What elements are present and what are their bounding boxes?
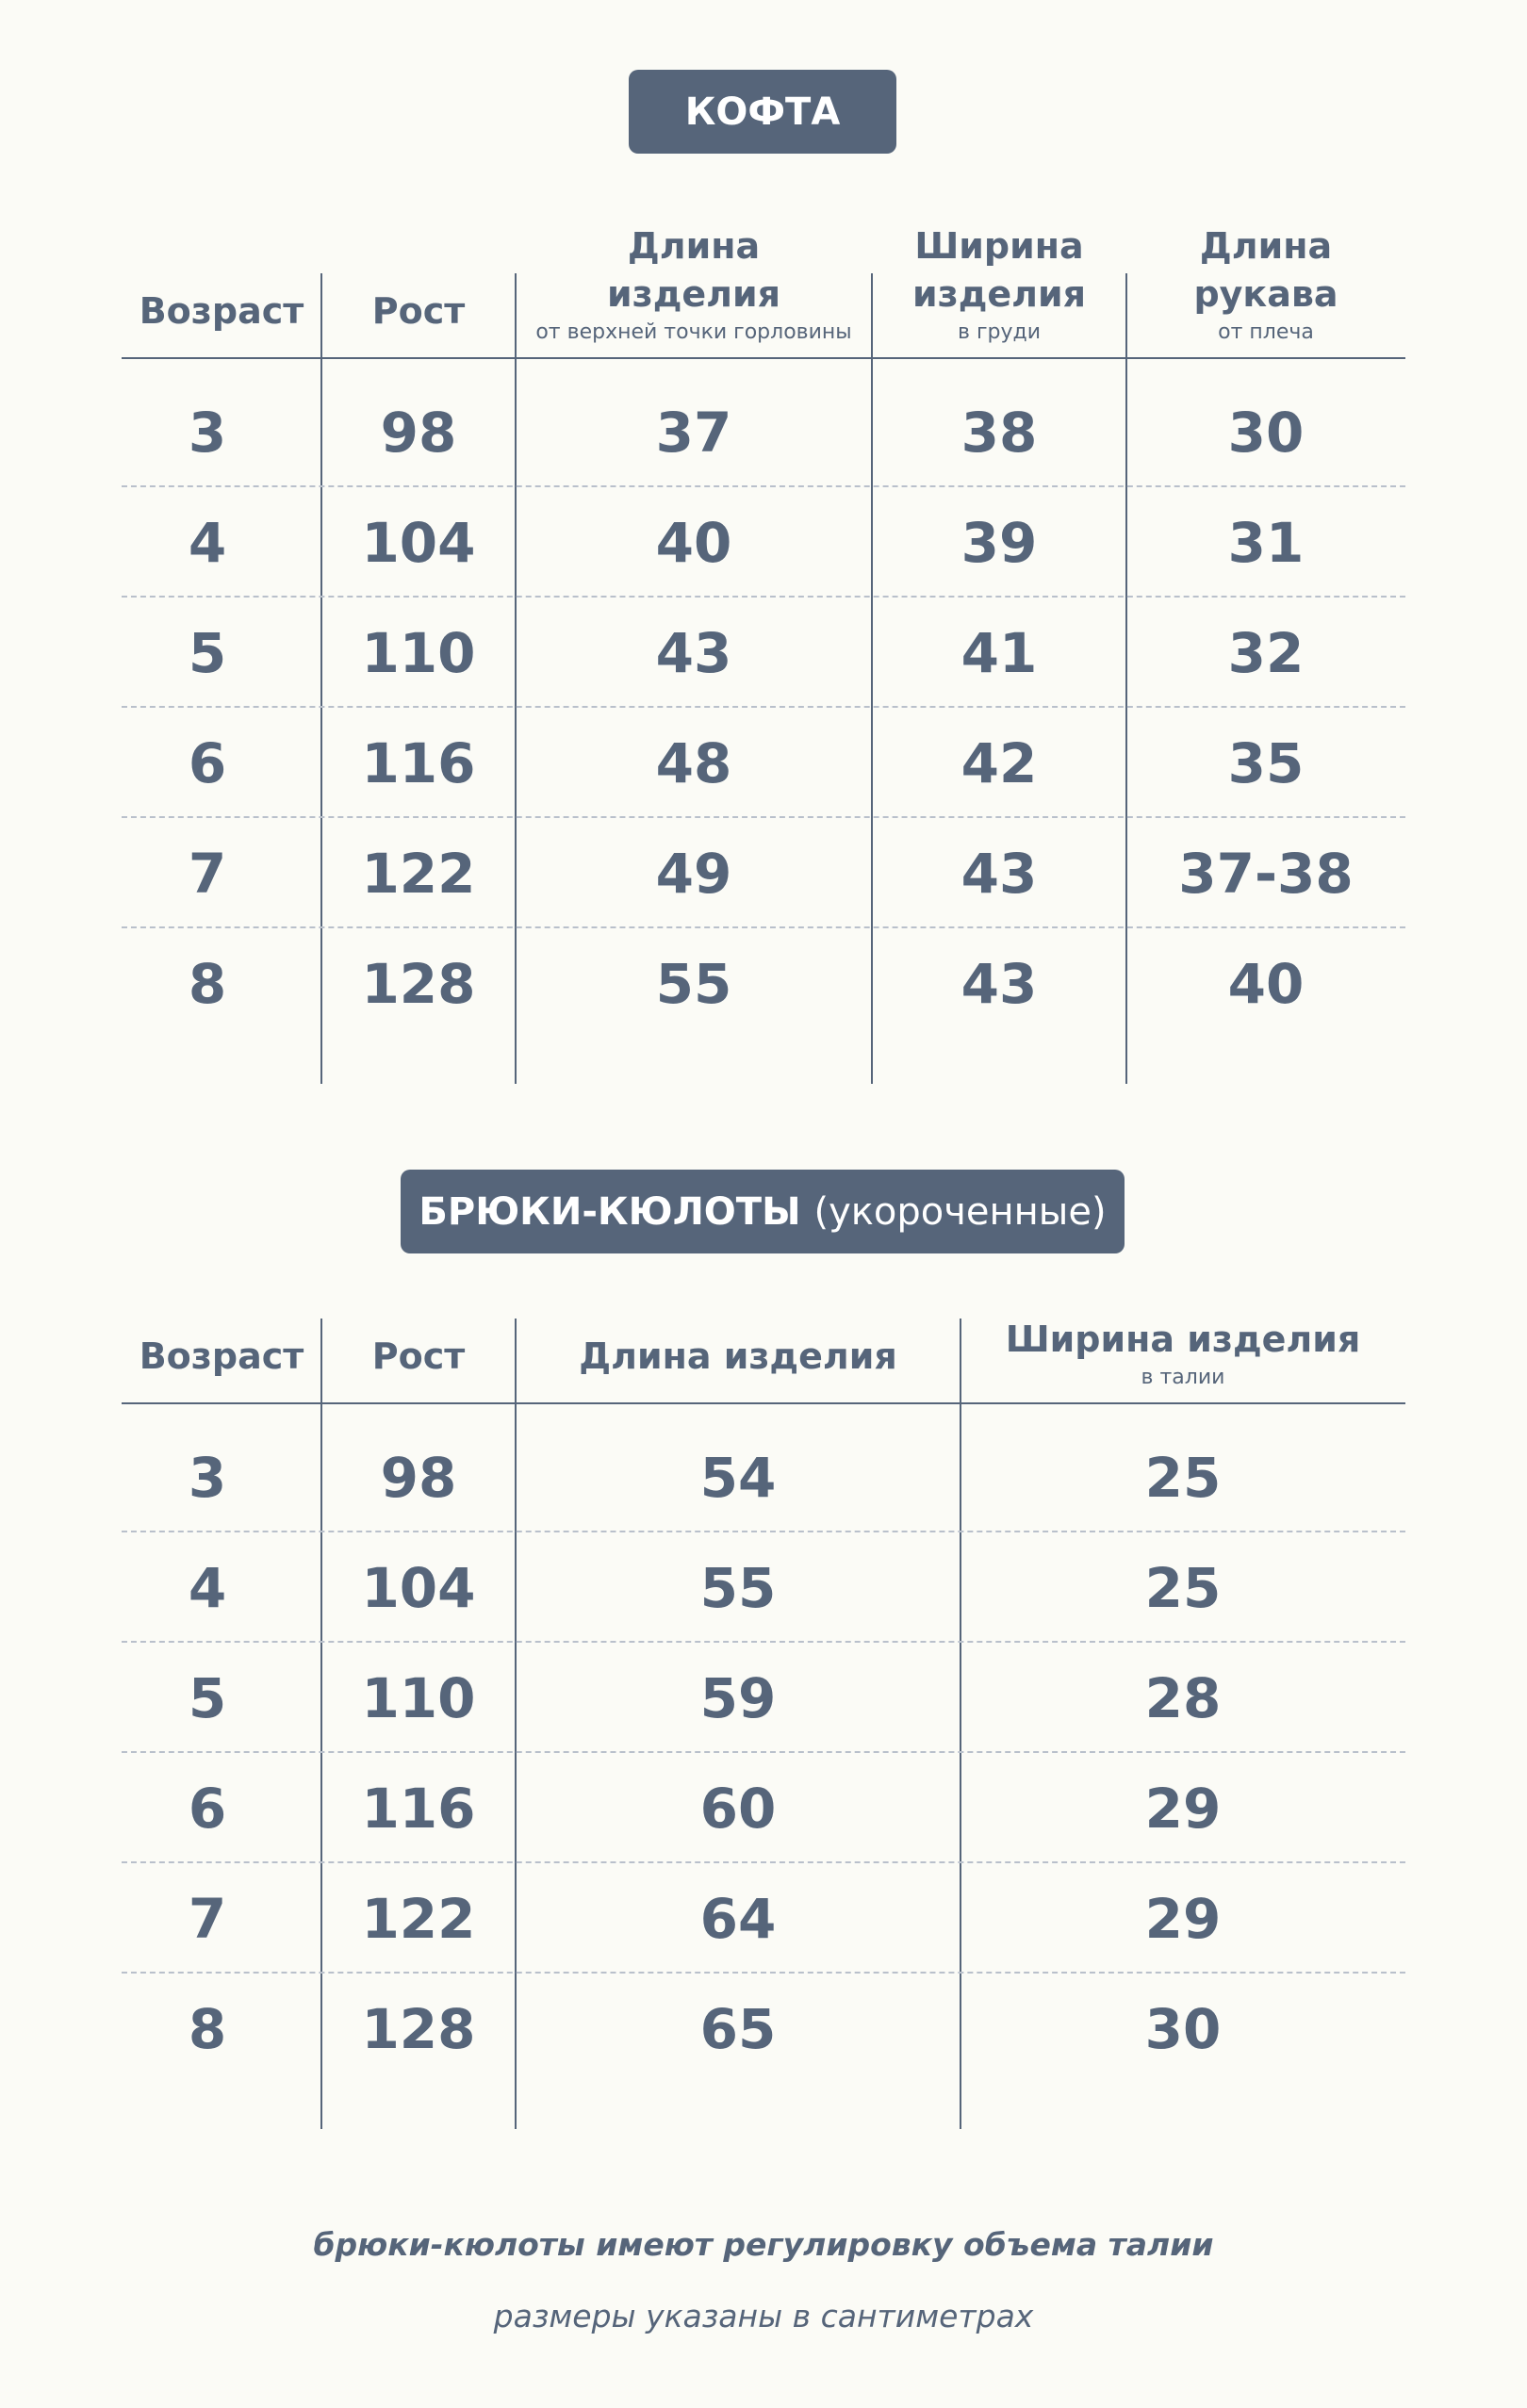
age-cell: 8 bbox=[188, 951, 227, 1016]
table-row bbox=[122, 1753, 1405, 1863]
age-cell: 6 bbox=[188, 730, 227, 795]
height-cell: 128 bbox=[361, 1996, 476, 2061]
age-cell: 3 bbox=[188, 400, 227, 465]
age-cell: 4 bbox=[188, 1555, 227, 1620]
pants-header-height: Рост bbox=[371, 1335, 466, 1377]
sweater-header-width: Ширина изделия в груди bbox=[911, 225, 1087, 344]
length-cell: 65 bbox=[699, 1996, 777, 2061]
height-cell: 104 bbox=[361, 1555, 476, 1620]
sweater-size-table bbox=[122, 211, 1405, 1084]
height-cell: 116 bbox=[361, 1776, 476, 1841]
waist-width-cell: 28 bbox=[1144, 1665, 1222, 1730]
height-cell: 122 bbox=[361, 841, 476, 906]
table-row bbox=[122, 928, 1405, 1039]
table-row bbox=[122, 487, 1405, 598]
pants-header-waist-width: Ширина изделия в талии bbox=[1005, 1319, 1361, 1389]
length-cell: 60 bbox=[699, 1776, 777, 1841]
age-cell: 4 bbox=[188, 510, 227, 575]
length-cell: 59 bbox=[699, 1665, 777, 1730]
width-cell: 43 bbox=[961, 841, 1038, 906]
length-cell: 43 bbox=[655, 620, 732, 685]
width-cell: 43 bbox=[961, 951, 1038, 1016]
sweater-header-length: Длина изделия от верхней точки горловины bbox=[535, 225, 852, 344]
age-cell: 7 bbox=[188, 1886, 227, 1951]
length-cell: 55 bbox=[655, 951, 732, 1016]
age-cell: 3 bbox=[188, 1445, 227, 1510]
sleeve-cell: 30 bbox=[1227, 400, 1305, 465]
units-note: размеры указаны в сантиметрах bbox=[493, 2298, 1034, 2334]
width-cell: 42 bbox=[961, 730, 1038, 795]
sleeve-cell: 40 bbox=[1227, 951, 1305, 1016]
waist-adjustment-note: брюки-кюлоты имеют регулировку объема талии bbox=[313, 2226, 1214, 2263]
sleeve-cell: 37-38 bbox=[1178, 841, 1354, 906]
table-row bbox=[122, 1643, 1405, 1753]
length-cell: 37 bbox=[655, 400, 732, 465]
pants-header-length: Длина изделия bbox=[579, 1335, 897, 1377]
pants-title-text: БРЮКИ-КЮЛОТЫ bbox=[419, 1189, 801, 1234]
age-cell: 6 bbox=[188, 1776, 227, 1841]
height-cell: 98 bbox=[380, 1445, 457, 1510]
sweater-header-age: Возраст bbox=[139, 290, 304, 332]
sweater-header-height: Рост bbox=[371, 290, 466, 332]
table-row bbox=[122, 1532, 1405, 1643]
pants-title bbox=[401, 1170, 1125, 1253]
height-cell: 110 bbox=[361, 1665, 476, 1730]
age-cell: 5 bbox=[188, 1665, 227, 1730]
width-cell: 39 bbox=[961, 510, 1038, 575]
sleeve-cell: 35 bbox=[1227, 730, 1305, 795]
length-cell: 48 bbox=[655, 730, 732, 795]
height-cell: 98 bbox=[380, 400, 457, 465]
length-cell: 40 bbox=[655, 510, 732, 575]
table-row bbox=[122, 1974, 1405, 2084]
width-cell: 41 bbox=[961, 620, 1038, 685]
sweater-title-text: КОФТА bbox=[684, 90, 841, 134]
length-cell: 54 bbox=[699, 1445, 777, 1510]
table-row bbox=[122, 818, 1405, 928]
height-cell: 110 bbox=[361, 620, 476, 685]
height-cell: 116 bbox=[361, 730, 476, 795]
waist-width-cell: 29 bbox=[1144, 1886, 1222, 1951]
width-cell: 38 bbox=[961, 400, 1038, 465]
age-cell: 7 bbox=[188, 841, 227, 906]
table-row bbox=[122, 1863, 1405, 1974]
sweater-title bbox=[629, 70, 896, 154]
height-cell: 104 bbox=[361, 510, 476, 575]
height-cell: 128 bbox=[361, 951, 476, 1016]
table-row bbox=[122, 598, 1405, 708]
table-row bbox=[122, 708, 1405, 818]
sleeve-cell: 31 bbox=[1227, 510, 1305, 575]
length-cell: 64 bbox=[699, 1886, 777, 1951]
pants-header-age: Возраст bbox=[139, 1335, 304, 1377]
waist-width-cell: 30 bbox=[1144, 1996, 1222, 2061]
pants-header-divider bbox=[122, 1402, 1405, 1404]
sleeve-cell: 32 bbox=[1227, 620, 1305, 685]
age-cell: 8 bbox=[188, 1996, 227, 2061]
age-cell: 5 bbox=[188, 620, 227, 685]
pants-size-table bbox=[122, 1256, 1405, 2129]
waist-width-cell: 29 bbox=[1144, 1776, 1222, 1841]
length-cell: 55 bbox=[699, 1555, 777, 1620]
length-cell: 49 bbox=[655, 841, 732, 906]
sweater-header-divider bbox=[122, 357, 1405, 359]
pants-title-extra: (укороченные) bbox=[813, 1189, 1107, 1234]
sweater-header-sleeve: Длина рукава от плеча bbox=[1193, 225, 1338, 344]
waist-width-cell: 25 bbox=[1144, 1445, 1222, 1510]
table-row bbox=[122, 377, 1405, 487]
height-cell: 122 bbox=[361, 1886, 476, 1951]
table-row bbox=[122, 1422, 1405, 1532]
waist-width-cell: 25 bbox=[1144, 1555, 1222, 1620]
